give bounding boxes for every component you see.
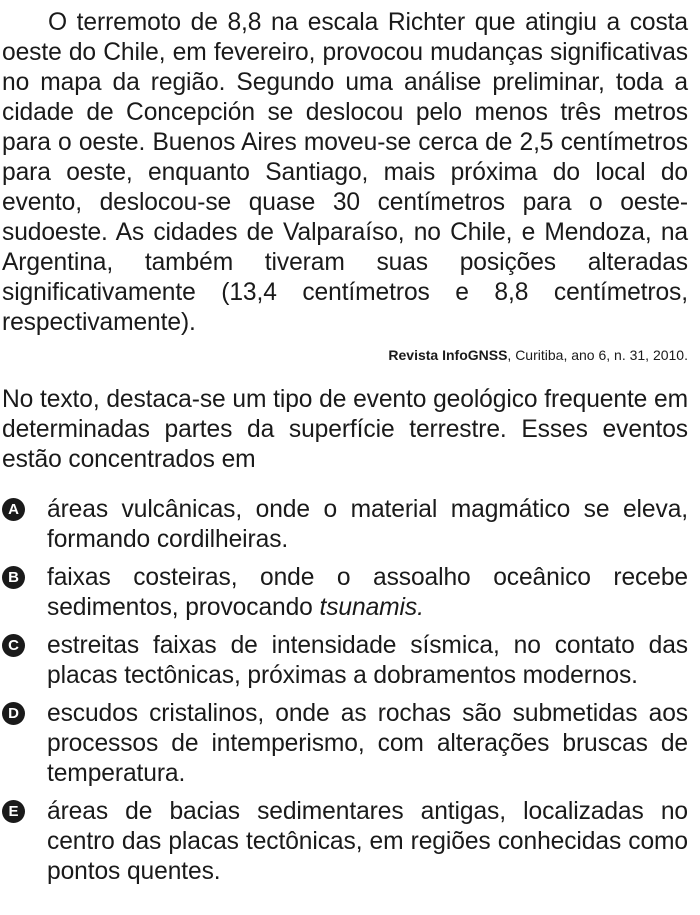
option-b-emphasis: tsunamis. xyxy=(319,594,424,621)
option-b[interactable] xyxy=(2,563,688,623)
option-a[interactable] xyxy=(2,495,688,555)
answer-options xyxy=(2,495,688,887)
source-title: Revista InfoGNSS xyxy=(388,347,508,363)
option-d-body: escudos cristalinos, onde as rochas são submetidas aos processos de intemperismo, com alterações bruscas de temperatura. xyxy=(47,700,688,787)
source-details: , Curitiba, ano 6, n. 31, 2010. xyxy=(507,347,688,363)
option-d-text xyxy=(47,699,688,789)
option-e-body: áreas de bacias sedimentares antigas, localizadas no centro das placas tectônicas, em regiões conhecidas como pontos quentes. xyxy=(47,798,688,885)
option-b-letter: B xyxy=(2,566,25,589)
option-c-text xyxy=(47,631,688,691)
option-a-letter: A xyxy=(2,498,25,521)
option-c-letter: C xyxy=(2,634,25,657)
option-e-text xyxy=(47,797,688,887)
option-e-letter: E xyxy=(2,800,25,823)
option-c[interactable] xyxy=(2,631,688,691)
passage-text: O terremoto de 8,8 na escala Richter que atingiu a costa oeste do Chile, em fevereiro, provocou mudanças significativas no mapa da região. Segundo uma análise preliminar, toda a cidade de Concepción se deslocou pelo menos três metros para o oeste. Buenos Aires moveu-se cerca de 2,5 centímetros para oeste, enquanto Santiago, mais próxima do local do evento, deslocou-se quase 30 centímetros para o oeste-sudoeste. As cidades de Valparaíso, no Chile, e Mendoza, na Argentina, também tiveram suas posições alteradas significativamente (13,4 centímetros e 8,8 centímetros, respectivamente). xyxy=(2,9,688,336)
option-d[interactable] xyxy=(2,699,688,789)
option-e[interactable] xyxy=(2,797,688,887)
option-a-text xyxy=(47,495,688,555)
option-d-letter: D xyxy=(2,702,25,725)
source-citation xyxy=(2,346,688,364)
option-b-body: faixas costeiras, onde o assoalho oceânico recebe sedimentos, provocando xyxy=(47,564,688,621)
option-c-body: estreitas faixas de intensidade sísmica, no contato das placas tectônicas, próximas a dobramentos modernos. xyxy=(47,632,688,689)
question-stem: No texto, destaca-se um tipo de evento geológico frequente em determinadas partes da superfície terrestre. Esses eventos estão concentrados em xyxy=(2,386,688,473)
exam-question xyxy=(2,8,688,895)
option-b-text xyxy=(47,563,688,623)
option-a-body: áreas vulcânicas, onde o material magmático se eleva, formando cordilheiras. xyxy=(47,496,688,553)
